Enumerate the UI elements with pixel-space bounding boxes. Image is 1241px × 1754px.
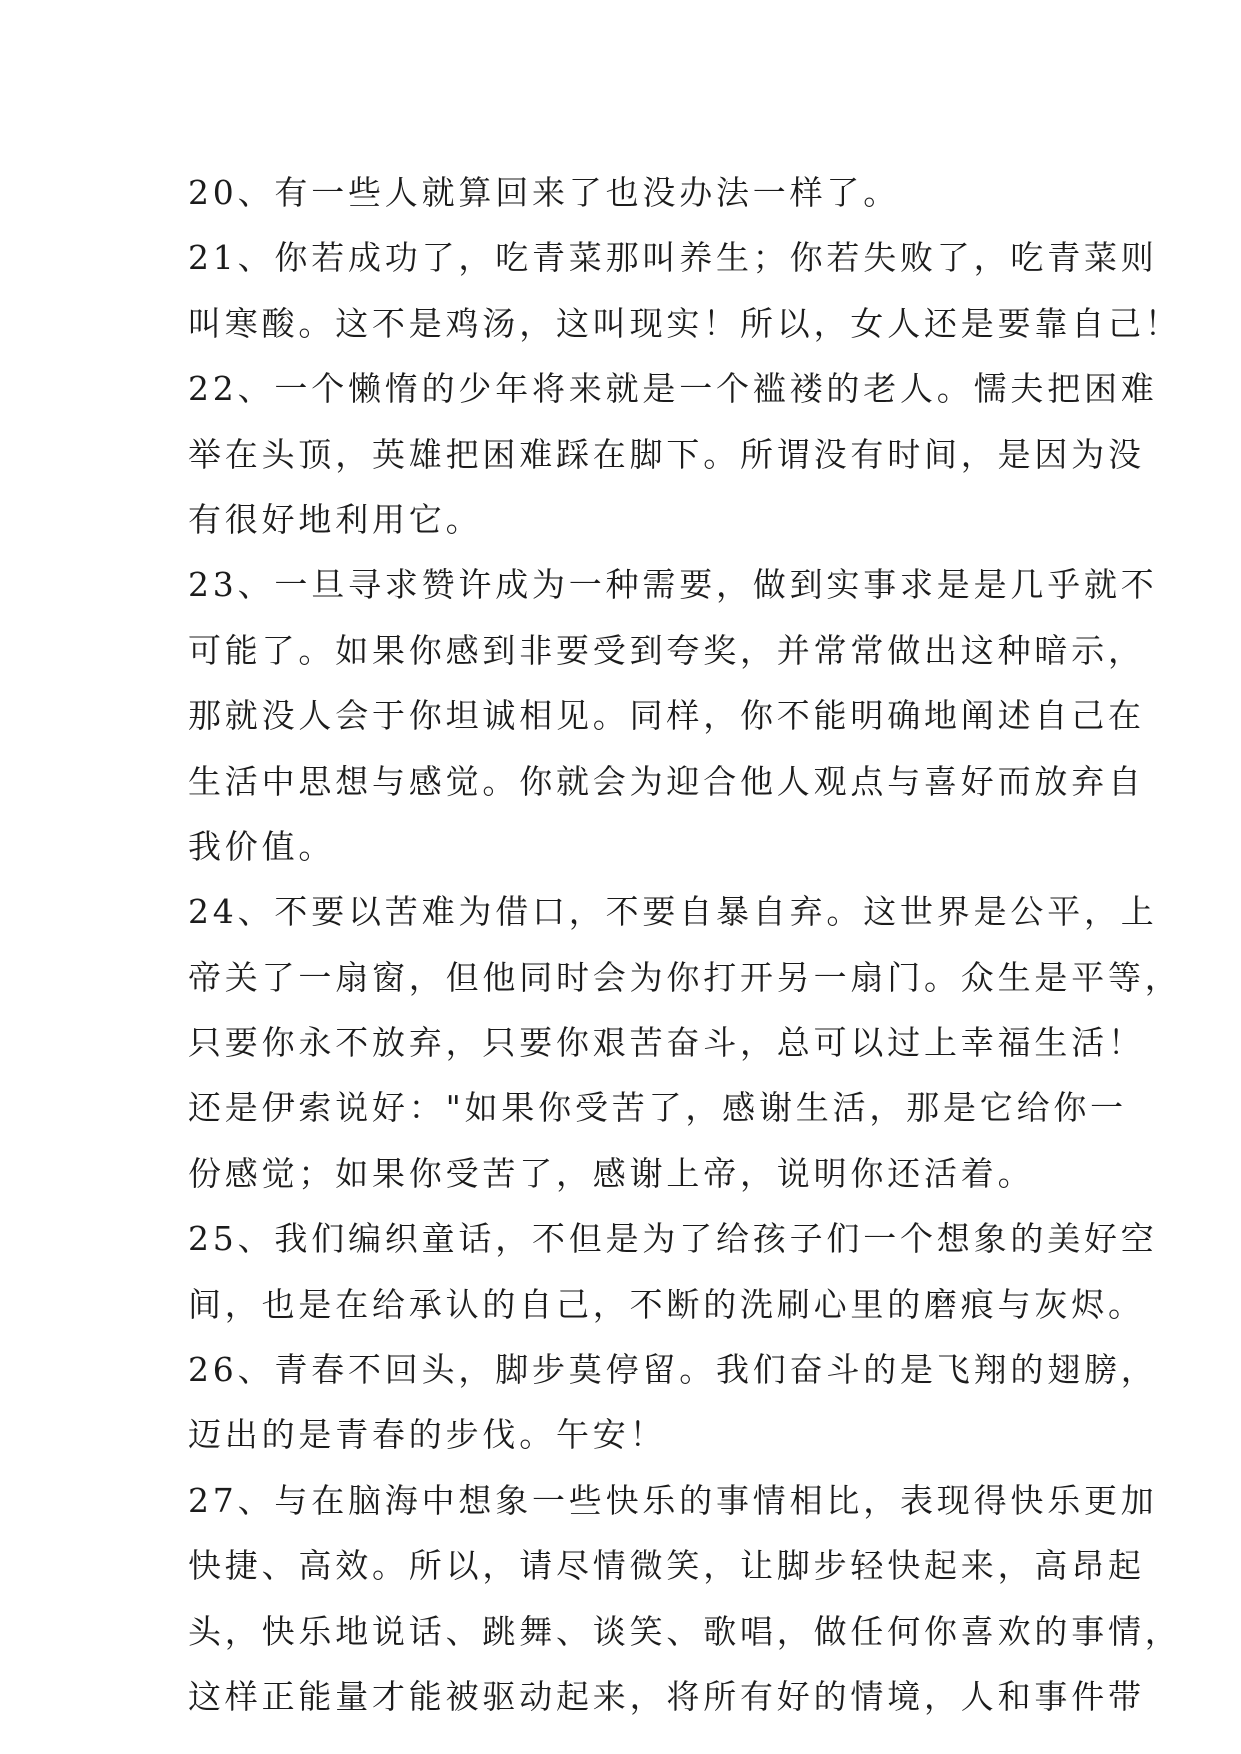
text-line: 22、一个懒惰的少年将来就是一个褴褛的老人。懦夫把困难 xyxy=(188,369,1158,409)
text-line: 只要你永不放弃，只要你艰苦奋斗，总可以过上幸福生活！ xyxy=(188,1023,1145,1063)
text-line: 叫寒酸。这不是鸡汤，这叫现实！所以，女人还是要靠自己！ xyxy=(188,303,1182,343)
text-line: 帝关了一扇窗，但他同时会为你打开另一扇门。众生是平等， xyxy=(188,957,1182,997)
text-line: 快捷、高效。所以，请尽情微笑，让脚步轻快起来，高昂起 xyxy=(188,1546,1145,1586)
text-line: 有很好地利用它。 xyxy=(188,499,483,539)
text-line: 24、不要以苦难为借口，不要自暴自弃。这世界是公平，上 xyxy=(188,892,1158,932)
text-body xyxy=(188,160,1182,1729)
text-line: 头，快乐地说话、跳舞、谈笑、歌唱，做任何你喜欢的事情， xyxy=(188,1611,1182,1651)
text-line: 举在头顶，英雄把困难踩在脚下。所谓没有时间，是因为没 xyxy=(188,434,1145,474)
text-line: 生活中思想与感觉。你就会为迎合他人观点与喜好而放弃自 xyxy=(188,761,1145,801)
text-line: 27、与在脑海中想象一些快乐的事情相比，表现得快乐更加 xyxy=(188,1480,1158,1520)
text-line: 20、有一些人就算回来了也没办法一样了。 xyxy=(188,173,900,212)
text-line: 间，也是在给承认的自己，不断的洗刷心里的磨痕与灰烬。 xyxy=(188,1284,1145,1324)
text-line: 份感觉；如果你受苦了，感谢上帝，说明你还活着。 xyxy=(188,1153,1035,1193)
text-line: 25、我们编织童话，不但是为了给孩子们一个想象的美好空 xyxy=(188,1219,1158,1259)
text-line: 还是伊索说好："如果你受苦了，感谢生活，那是它给你一 xyxy=(188,1088,1127,1128)
text-line: 我价值。 xyxy=(188,826,336,866)
text-line: 迈出的是青春的步伐。午安！ xyxy=(188,1415,667,1455)
text-line: 26、青春不回头，脚步莫停留。我们奋斗的是飞翔的翅膀， xyxy=(188,1350,1158,1390)
text-line: 21、你若成功了，吃青菜那叫养生；你若失败了，吃青菜则 xyxy=(188,238,1158,278)
text-line: 那就没人会于你坦诚相见。同样，你不能明确地阐述自己在 xyxy=(188,696,1145,736)
text-line: 可能了。如果你感到非要受到夸奖，并常常做出这种暗示， xyxy=(188,630,1145,670)
text-line: 23、一旦寻求赞许成为一种需要，做到实事求是是几乎就不 xyxy=(188,565,1158,605)
text-line: 这样正能量才能被驱动起来，将所有好的情境，人和事件带 xyxy=(188,1676,1145,1716)
